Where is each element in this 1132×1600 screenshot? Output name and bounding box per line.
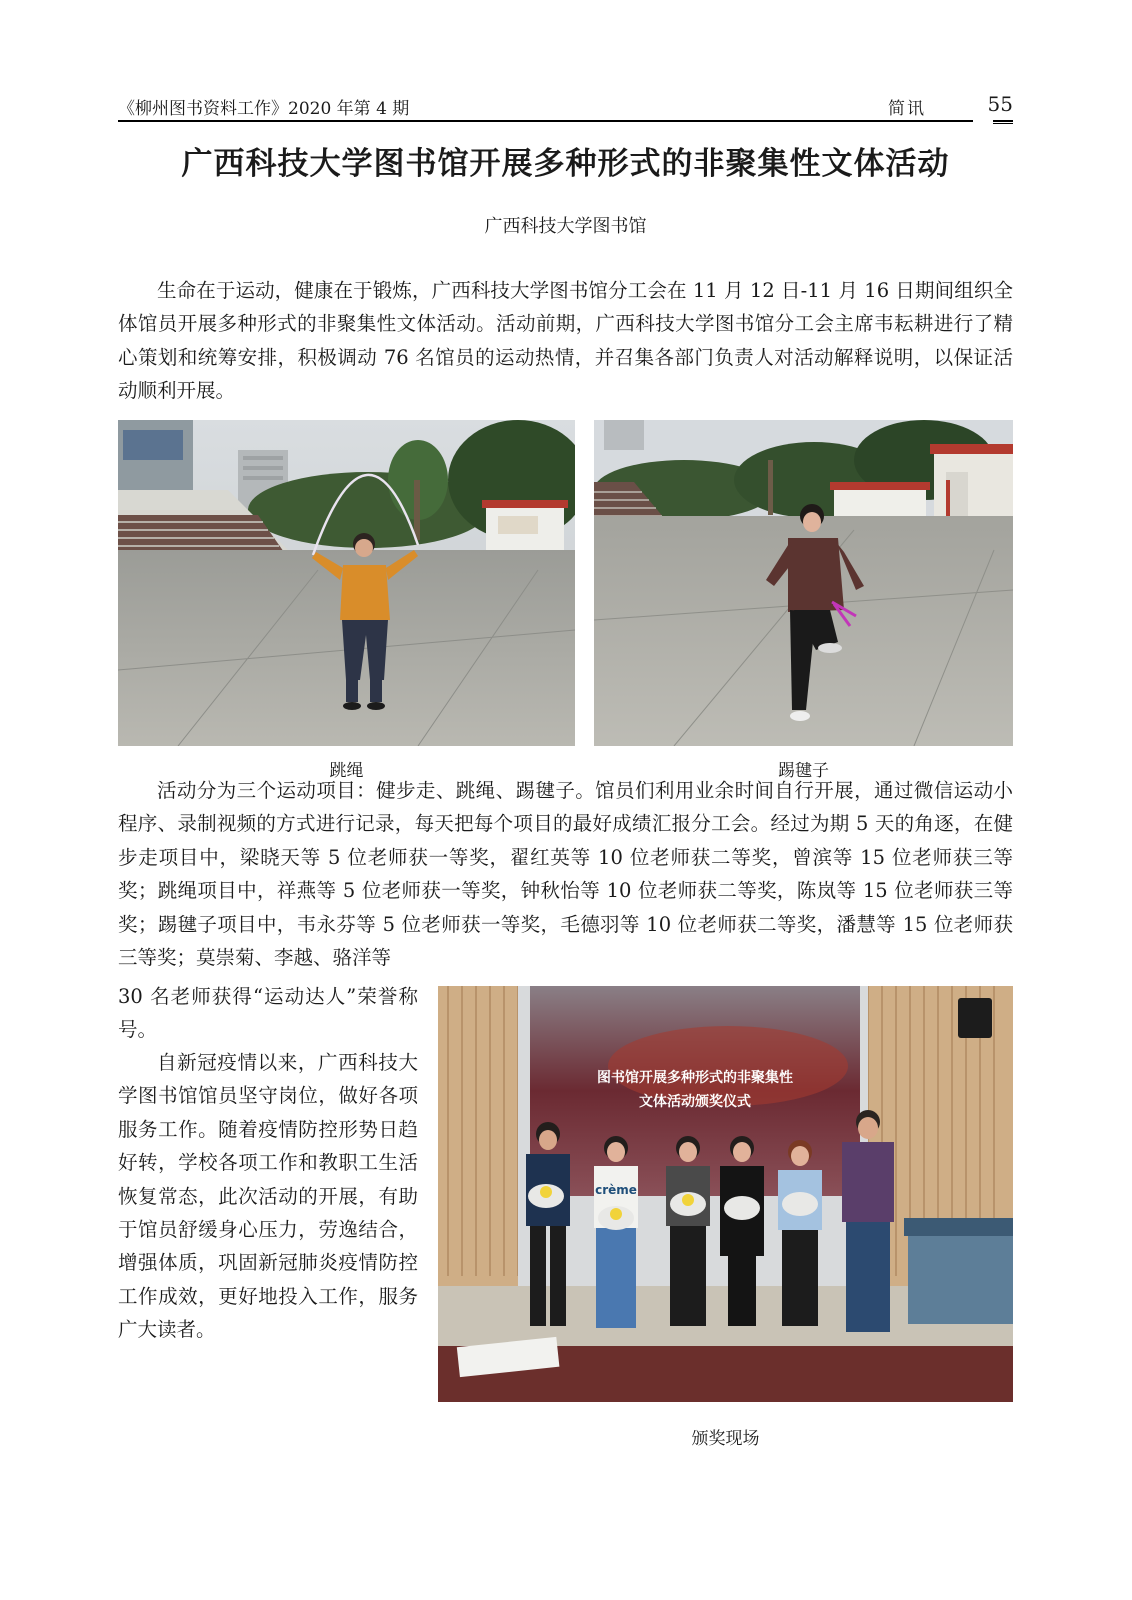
section-label: 简讯 (888, 99, 926, 119)
screen-title-line1: 图书馆开展多种形式的非聚集性 (597, 1070, 793, 1086)
running-header (118, 92, 1013, 124)
caption-rope-skipping: 跳绳 (329, 761, 364, 781)
caption-shuttlecock: 踢毽子 (778, 761, 829, 781)
page-number: 55 (987, 92, 1013, 116)
photo-shuttlecock (594, 420, 1013, 746)
journal-name: 《柳州图书资料工作》2020 年第 4 期 (118, 99, 410, 119)
article-author: 广西科技大学图书馆 (484, 216, 647, 237)
caption-award-ceremony: 颁奖现场 (691, 1429, 760, 1449)
photo-rope-skipping (118, 420, 575, 746)
page-number-rule (993, 120, 1013, 122)
page-number-rule-thin (993, 123, 1013, 124)
sweater-print: crème (595, 1183, 637, 1197)
paragraph-conclusion: 自新冠疫情以来，广西科技大学图书馆馆员坚守岗位，做好各项服务工作。随着疫情防控形势日趋好转，学校各项工作和教职工生活恢复常态，此次活动的开展，有助于馆员舒缓身心压力，劳逸结合，增强体质，巩固新冠肺炎疫情防控工作成效，更好地投入工作，服务广大读者。 (118, 1051, 418, 1342)
header-rule (118, 120, 973, 122)
article-title: 广西科技大学图书馆开展多种形式的非聚集性文体活动 (181, 146, 950, 182)
paragraph-intro: 生命在于运动，健康在于锻炼，广西科技大学图书馆分工会在 11 月 12 日-11 月 16 日期间组织全体馆员开展多种形式的非聚集性文体活动。活动前期，广西科技大学图书馆分工会主席韦耘耕进行了精心策划和统筹安排，积极调动 76 名馆员的运动热情，并召集各部门负责人对活动解释说明，以保证活动顺利开展。 (118, 279, 1013, 403)
paragraph-activities: 活动分为三个运动项目：健步走、跳绳、踢毽子。馆员们利用业余时间自行开展，通过微信运动小程序、录制视频的方式进行记录，每天把每个项目的最好成绩汇报分工会。经过为期 5 天的角逐，在健步走项目中，梁晓天等 5 位老师获一等奖，翟红英等 10 位老师获二等奖，曾滨等 15 位老师获三等奖；跳绳项目中，祥燕等 5 位老师获一等奖，钟秋怡等 10 位老师获二等奖，陈岚等 15 位老师获三等奖；踢毽子项目中，韦永芬等 5 位老师获一等奖，毛德羽等 10 位老师获二等奖，潘慧等 15 位老师获三等奖；莫崇菊、李越、骆洋等 (118, 779, 1013, 970)
paragraph-activities-continued: 30 名老师获得“运动达人”荣誉称号。 (118, 985, 418, 1042)
photo-award-ceremony (438, 986, 1013, 1402)
screen-title-line2: 文体活动颁奖仪式 (639, 1094, 751, 1110)
